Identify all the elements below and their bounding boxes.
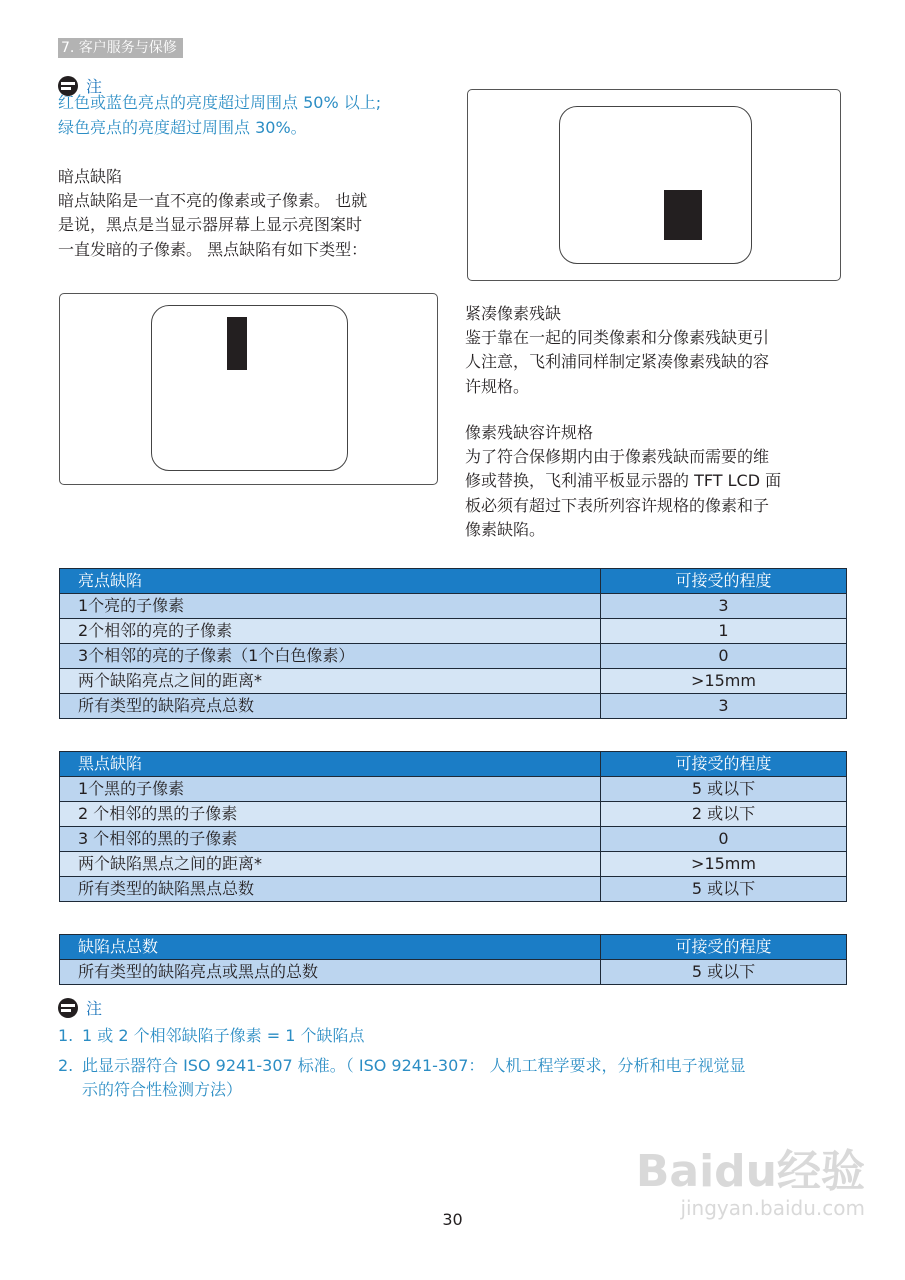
proximity-heading: 紧凑像素残缺 [465,304,562,323]
para-line: 人注意，飞利浦同样制定紧凑像素残缺的容 [465,352,770,372]
black-dot-table [59,751,847,902]
note-item: 1. 1 或 2 个相邻缺陷子像素 = 1 个缺陷点 [58,1026,365,1045]
table-header: 黑点缺陷 可接受的程度 [60,752,847,777]
dark-subpixel-illustration [59,293,438,485]
para-line: 是说，黑点是当显示器屏幕上显示亮图案时 [58,215,363,235]
para-line: 暗点缺陷是一直不亮的像素或子像素。 也就 [58,191,368,210]
total-dot-table [59,934,847,985]
dark-subpixel [227,317,247,370]
page-number: 30 [442,1210,463,1229]
dark-dot-paragraph [58,189,367,262]
table-row: 两个缺陷黑点之间的距离* >15mm [60,852,847,877]
note-title: 注 [86,999,103,1018]
table-row: 所有类型的缺陷亮点或黑点的总数 5 或以下 [60,960,847,985]
table-row: 所有类型的缺陷亮点总数 3 [60,694,847,719]
note-icon [58,998,78,1018]
table-row: 1个黑的子像素 5 或以下 [60,777,847,802]
tolerance-heading: 像素残缺容许规格 [465,423,594,442]
table-row: 1个亮的子像素 3 [60,594,847,619]
table-row: 3 个相邻的黑的子像素 0 [60,827,847,852]
proximity-paragraph [465,326,769,399]
note-item: 2. 此显示器符合 ISO 9241-307 标准。（ ISO 9241-307： 人机工程学要求，分析和电子视觉显 示的符合性检测方法） [58,1056,746,1099]
note-line: 绿色亮点的亮度超过周围点 30%。 [58,117,307,137]
table-row: 3个相邻的亮的子像素（1个白色像素） 0 [60,644,847,669]
pixel-frame [559,106,752,264]
baidu-watermark: Baidu经验 jingyan.baidu.com [635,1146,865,1220]
notes-list [58,1024,858,1102]
para-line: 修或替换，飞利浦平板显示器的 TFT LCD 面 [465,471,782,491]
pixel-frame [151,305,348,471]
table-row: 两个缺陷亮点之间的距离* >15mm [60,669,847,694]
dark-pixel-illustration [467,89,841,281]
section-tag: 7. 客户服务与保修 [58,38,183,58]
note-heading [58,996,102,1019]
para-line: 许规格。 [465,376,530,396]
para-line: 为了符合保修期内由于像素残缺而需要的维 [465,447,770,466]
para-line: 鉴于靠在一起的同类像素和分像素残缺更引 [465,328,770,347]
para-line: 板必须有超过下表所列容许规格的像素和子 [465,495,770,515]
note-title: 注 [86,77,103,96]
para-line: 一直发暗的子像素。 黑点缺陷有如下类型： [58,239,368,259]
table-row: 2个相邻的亮的子像素 1 [60,619,847,644]
table-row: 2 个相邻的黑的子像素 2 或以下 [60,802,847,827]
table-header: 缺陷点总数 可接受的程度 [60,935,847,960]
note-text [58,91,381,140]
table-row: 所有类型的缺陷黑点总数 5 或以下 [60,877,847,902]
table-header: 亮点缺陷 可接受的程度 [60,569,847,594]
dark-dot-heading: 暗点缺陷 [58,167,123,186]
para-line: 像素缺陷。 [465,519,546,539]
dark-pixel [664,190,702,240]
note-line: 红色或蓝色亮点的亮度超过周围点 50% 以上; [58,93,382,112]
tolerance-paragraph [465,445,781,542]
bright-dot-table [59,568,847,719]
